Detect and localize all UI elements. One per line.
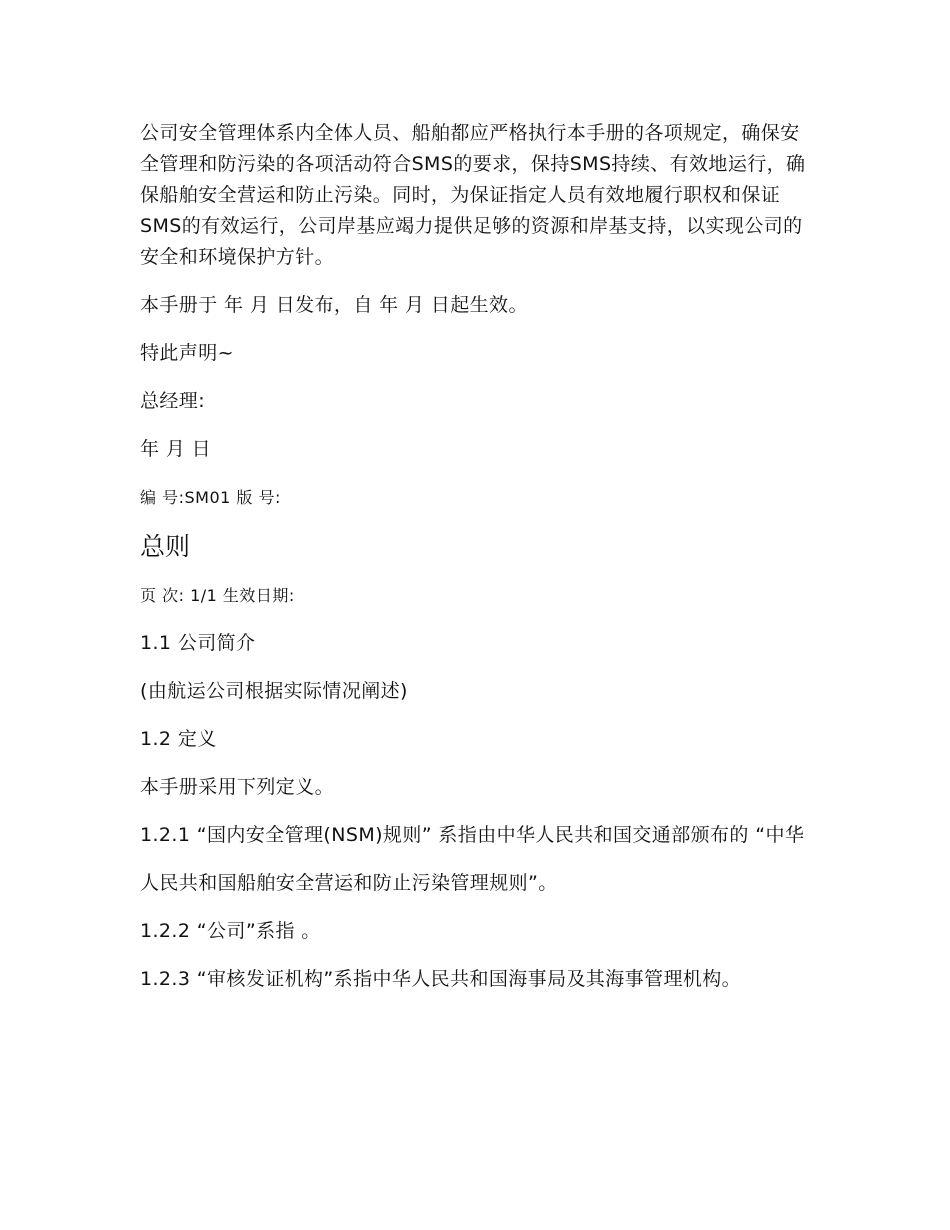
definition-1-2-1-line-2: 人民共和国船舶安全营运和防止污染管理规则”。 bbox=[140, 872, 558, 894]
definition-1-2-3: 1.2.3 “审核发证机构”系指中华人民共和国海事局及其海事管理机构。 bbox=[140, 968, 742, 990]
document-page bbox=[140, 118, 812, 1012]
intro-paragraph: 公司安全管理体系内全体人员、船舶都应严格执行本手册的各项规定，确保安全管理和防污染的各项活动符合SMS的要求，保持SMS持续、有效地运行，确保船舶安全营运和防止污染。同时，为保证指定人员有效地履行职权和保证SMS的有效运行，公司岸基应竭力提供足够的资源和岸基支持，以实现公司的安全和环境保护方针。 bbox=[140, 122, 806, 268]
publish-statement: 本手册于 年 月 日发布，自 年 月 日起生效。 bbox=[140, 294, 528, 316]
definition-1-2-1-line-1: 1.2.1 “国内安全管理(NSM)规则” 系指由中华人民共和国交通部颁布的 “中华 bbox=[140, 824, 805, 846]
definition-1-2-2: 1.2.2 “公司”系指 。 bbox=[140, 920, 321, 942]
section-1-1-description: (由航运公司根据实际情况阐述) bbox=[140, 680, 408, 702]
document-number: 编 号:SM01 版 号: bbox=[140, 488, 281, 507]
section-title: 总则 bbox=[140, 532, 191, 561]
section-1-1-heading: 1.1 公司简介 bbox=[140, 632, 256, 654]
manager-signature-label: 总经理: bbox=[140, 390, 206, 412]
declaration: 特此声明~ bbox=[140, 342, 234, 364]
section-1-2-description: 本手册采用下列定义。 bbox=[140, 776, 335, 798]
section-1-2-heading: 1.2 定义 bbox=[140, 728, 217, 750]
page-info: 页 次: 1/1 生效日期: bbox=[140, 586, 295, 605]
date-line: 年 月 日 bbox=[140, 438, 212, 460]
